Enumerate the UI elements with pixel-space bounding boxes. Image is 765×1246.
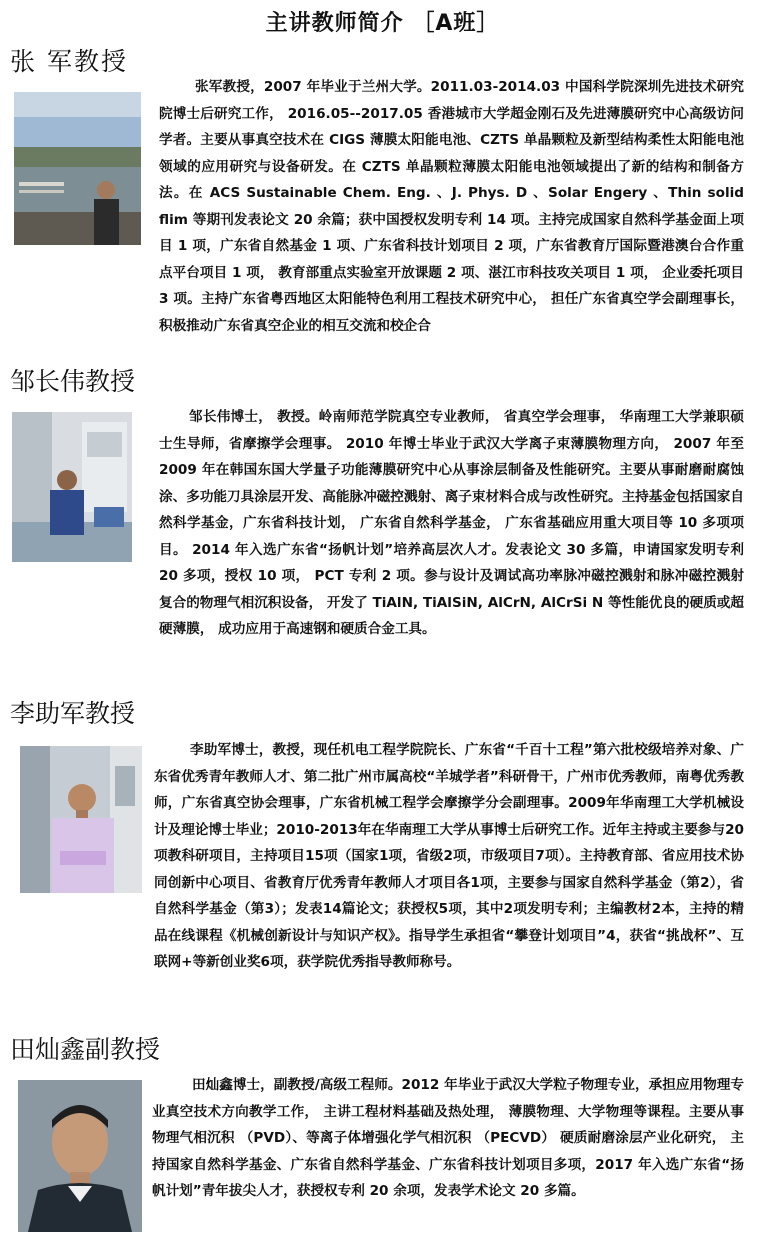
teacher-bio-tian-canxin: 田灿鑫博士，副教授/高级工程师。2012 年毕业于武汉大学粒子物理专业，承担应用物理专业真空技术方向教学工作， 主讲工程材料基础及热处理， 薄膜物理、大学物理等课程。主要从事物理气相沉积 （PVD）、等离子体增强化学气相沉积 （PECVD） 硬质耐磨涂层产业化研究， 主持国家自然科学基金、广东省自然科学基金、广东省科技计划项目多项，2017 年入选广东省“扬帆计划”青年拔尖人才，获授权专利 20 余项，发表学术论文 20 多篇。 [152, 1077, 744, 1199]
teacher-name-zou-changwei: 邹长伟教授 [10, 367, 136, 396]
zhang-jun-photo [14, 92, 141, 245]
teacher-name-li-zhujun: 李助军教授 [10, 699, 136, 728]
teacher-name-zhang-jun: 张 军教授 [10, 47, 128, 76]
teacher-bio-zhang-jun: 张军教授，2007 年毕业于兰州大学。2011.03-2014.03 中国科学院深圳先进技术研究院博士后研究工作， 2016.05--2017.05 香港城市大学超金刚石及先进薄膜研究中心高级访问学者。主要从事真空技术在 CIGS 薄膜太阳能电池、CZTS 单晶颗粒及新型结构柔性太阳能电池领域的应用研究与设备研发。在 CZTS 单晶颗粒薄膜太阳能电池领域提出了新的结构和制备方法。在 ACS Sustainable Chem. Eng. 、J. Phys. D 、Solar Engery 、Thin solid flim 等期刊发表论文 20 余篇；获中国授权发明专利 14 项。主持完成国家自然科学基金面上项目 1 项，广东省自然基金 1 项、广东省科技计划项目 2 项，广东省教育厅国际暨港澳台合作重点平台项目 1 项， 教育部重点实验室开放课题 2 项、湛江市科技攻关项目 1 项， 企业委托项目 3 项。主持广东省粤西地区太阳能特色利用工程技术研究中心， 担任广东省真空学会副理事长， 积极推动广东省真空企业的相互交流和校企合 [159, 79, 744, 334]
zou-changwei-photo [12, 412, 132, 562]
teacher-bio-zou-changwei: 邹长伟博士， 教授。岭南师范学院真空专业教师， 省真空学会理事， 华南理工大学兼职硕士生导师，省摩擦学会理事。 2010 年博士毕业于武汉大学离子束薄膜物理方向， 2007 年至 2009 年在韩国东国大学量子功能薄膜研究中心从事涂层制备及性能研究。主要从事耐磨耐腐蚀涂、多功能刀具涂层开发、高能脉冲磁控溅射、离子束材料合成与改性研究。主持基金包括国家自然科学基金，广东省科技计划， 广东省自然科学基金， 广东省基础应用重大项目等 10 多项项目。 2014 年入选广东省“扬帆计划”培养高层次人才。发表论文 30 多篇，申请国家发明专利 20 多项，授权 10 项， PCT 专利 2 项。参与设计及调试高功率脉冲磁控溅射和脉冲磁控溅射复合的物理气相沉积设备， 开发了 TiAlN, TiAlSiN, AlCrN, AlCrSi N 等性能优良的硬质或超硬薄膜， 成功应用于高速钢和硬质合金工具。 [159, 409, 744, 637]
page-title: 主讲教师简介 ［A班］ [265, 11, 500, 36]
tian-canxin-photo [18, 1080, 142, 1232]
li-zhujun-photo [20, 746, 142, 893]
teacher-bio-li-zhujun: 李助军博士，教授，现任机电工程学院院长、广东省“千百十工程”第六批校级培养对象、广东省优秀青年教师人才、第二批广州市属高校“羊城学者”科研骨干，广州市优秀教师，南粤优秀教师，广东省真空协会理事，广东省机械工程学会摩擦学分会副理事。2009年华南理工大学机械设计及理论博士毕业；2010-2013年在华南理工大学从事博士后研究工作。近年主持或主要参与20项教科研项目，主持项目15项（国家1项，省级2项，市级项目7项）。主持教育部、省应用技术协同创新中心项目、省教育厅优秀青年教师人才项目各1项，主要参与国家自然科学基金（第2），省自然科学基金（第3）；发表14篇论文；获授权5项，其中2项发明专利；主编教材2本，主持的精品在线课程《机械创新设计与知识产权》。指导学生承担省“攀登计划项目”4，获省“挑战杯”、互联网+等新创业奖6项，获学院优秀指导教师称号。 [154, 742, 744, 970]
teacher-name-tian-canxin: 田灿鑫副教授 [10, 1035, 161, 1064]
